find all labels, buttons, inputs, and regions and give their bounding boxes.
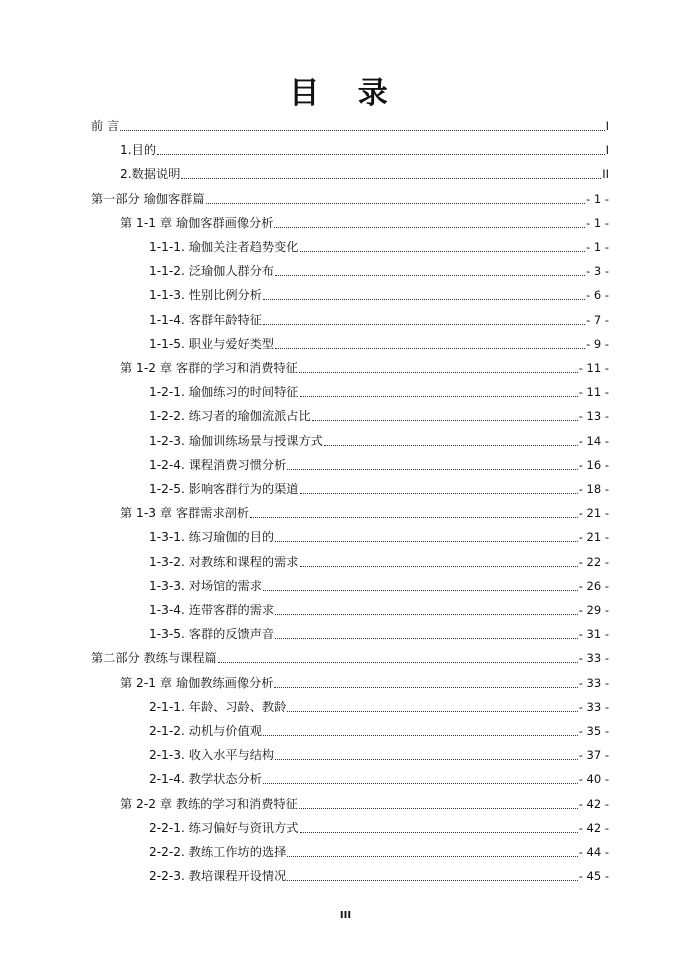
dot-leader <box>275 348 585 349</box>
toc-entry[interactable] <box>0 114 691 134</box>
dot-leader <box>275 541 578 542</box>
toc-entry[interactable] <box>0 525 691 545</box>
toc-entry[interactable] <box>0 574 691 594</box>
dot-leader <box>300 493 578 494</box>
toc-entry-page: - 42 - <box>578 796 609 811</box>
toc-entry-page: - 22 - <box>578 554 609 569</box>
toc-entry-label: 第一部分 瑜伽客群篇 <box>91 191 205 206</box>
toc-entry-page: - 13 - <box>578 409 609 424</box>
toc-entry[interactable] <box>0 380 691 400</box>
toc-entry-page: I <box>605 143 609 158</box>
dot-leader <box>263 324 585 325</box>
toc-entry-page: - 33 - <box>578 699 609 714</box>
toc-entry[interactable] <box>0 501 691 521</box>
toc-entry[interactable] <box>0 429 691 449</box>
toc-entry-label: 2-1-2. 动机与价值观 <box>149 724 262 738</box>
dot-leader <box>274 687 577 688</box>
dot-leader <box>274 227 585 228</box>
toc-entry[interactable] <box>0 162 691 182</box>
toc-entry-page: - 44 - <box>578 845 609 859</box>
toc-entry-page: - 29 - <box>578 603 609 617</box>
toc-entry[interactable] <box>0 477 691 497</box>
toc-entry-page: - 31 - <box>578 627 609 642</box>
toc-entry-page: - 3 - <box>586 264 609 279</box>
dot-leader <box>300 396 578 397</box>
dot-leader <box>299 808 578 809</box>
toc-entry-label: 1-3-3. 对场馆的需求 <box>149 578 262 593</box>
toc-entry[interactable] <box>0 864 691 884</box>
toc-entry-label: 2-2-2. 教练工作坊的选择 <box>149 845 287 859</box>
toc-entry-page: - 37 - <box>578 748 609 763</box>
toc-entry-page: - 6 - <box>586 288 609 303</box>
toc-entry[interactable] <box>0 695 691 715</box>
dot-leader <box>287 856 577 857</box>
toc-entry-label: 2.数据说明 <box>120 167 181 182</box>
toc-entry-page: - 7 - <box>586 312 609 327</box>
toc-entry-label: 1-1-3. 性别比例分析 <box>149 288 262 303</box>
toc-entry[interactable] <box>0 308 691 328</box>
toc-entry-label: 1-2-4. 课程消费习惯分析 <box>149 457 287 472</box>
toc-entry-page: - 35 - <box>578 724 609 738</box>
toc-entry-label: 1-2-5. 影响客群行为的渠道 <box>149 482 299 496</box>
toc-entry-page: - 14 - <box>578 433 609 448</box>
toc-entry-page: - 18 - <box>578 482 609 496</box>
toc-entry-label: 1-3-1. 练习瑜伽的目的 <box>149 530 275 545</box>
dot-leader <box>312 420 578 421</box>
toc-entry-label: 1-1-1. 瑜伽关注者趋势变化 <box>149 240 299 254</box>
dot-leader <box>218 662 578 663</box>
toc-entry-label: 1-1-4. 客群年龄特征 <box>149 312 262 327</box>
dot-leader <box>263 735 578 736</box>
toc-entry-label: 1-3-5. 客群的反馈声音 <box>149 627 275 642</box>
dot-leader <box>287 711 577 712</box>
toc-entry-page: - 33 - <box>578 675 609 690</box>
dot-leader <box>275 759 578 760</box>
toc-entry-page: - 9 - <box>586 336 609 351</box>
toc-entry-label: 1-2-2. 练习者的瑜伽流派占比 <box>149 409 311 424</box>
toc-entry-page: - 21 - <box>578 506 609 521</box>
dot-leader <box>300 566 578 567</box>
toc-entry-label: 2-2-3. 教培课程开设情况 <box>149 869 287 884</box>
page-title: 目 录 <box>289 76 402 111</box>
toc-entry[interactable] <box>0 646 691 666</box>
toc-entry-label: 1-2-3. 瑜伽训练场景与授课方式 <box>149 433 323 448</box>
toc-entry-label: 2-1-1. 年龄、习龄、教龄 <box>149 699 287 714</box>
toc-entry-page: - 33 - <box>578 651 609 666</box>
dot-leader <box>181 178 601 179</box>
dot-leader <box>299 372 578 373</box>
toc-entry-page: - 45 - <box>578 869 609 884</box>
toc-entry-label: 2-1-4. 教学状态分析 <box>149 772 262 787</box>
toc-entry-label: 2-2-1. 练习偏好与资讯方式 <box>149 820 299 835</box>
toc-entry[interactable] <box>0 332 691 352</box>
toc-entry[interactable] <box>0 767 691 787</box>
dot-leader <box>300 832 578 833</box>
toc-entry-label: 第 2-1 章 瑜伽教练画像分析 <box>120 675 274 690</box>
dot-leader <box>157 154 605 155</box>
toc-entry[interactable] <box>0 816 691 836</box>
toc-entry-page: - 42 - <box>578 820 609 835</box>
dot-leader <box>287 880 577 881</box>
dot-leader <box>324 445 578 446</box>
toc-entry-label: 前 言 <box>91 119 120 133</box>
toc-entry[interactable] <box>0 138 691 158</box>
toc-entry[interactable] <box>0 235 691 255</box>
toc-entry[interactable] <box>0 792 691 812</box>
toc-entry-page: - 26 - <box>578 578 609 593</box>
toc-entry-label: 1-1-2. 泛瑜伽人群分布 <box>149 264 275 279</box>
toc-entry-page: - 40 - <box>578 772 609 787</box>
toc-entry[interactable] <box>0 743 691 763</box>
toc-entry-page: - 16 - <box>578 457 609 472</box>
toc-entry[interactable] <box>0 211 691 231</box>
dot-leader <box>206 203 586 204</box>
dot-leader <box>263 299 585 300</box>
toc-entry[interactable] <box>0 404 691 424</box>
toc-entry[interactable] <box>0 671 691 691</box>
toc-entry-label: 1-3-4. 连带客群的需求 <box>149 603 275 617</box>
toc-entry-label: 第 1-1 章 瑜伽客群画像分析 <box>120 215 274 230</box>
dot-leader <box>287 469 577 470</box>
toc-entry-page: - 1 - <box>586 215 609 230</box>
dot-leader <box>120 130 604 131</box>
dot-leader <box>263 783 578 784</box>
toc-entry-page: - 11 - <box>578 385 609 400</box>
toc-entry-page: - 1 - <box>586 191 609 206</box>
dot-leader <box>263 590 578 591</box>
toc-entry-label: 第 2-2 章 教练的学习和消费特征 <box>120 796 298 811</box>
toc-entry-page: - 21 - <box>578 530 609 545</box>
toc-entry[interactable] <box>0 550 691 570</box>
toc-entry-label: 1.目的 <box>120 143 157 158</box>
toc-entry-label: 第二部分 教练与课程篇 <box>91 651 217 666</box>
toc-entry-page: I <box>605 119 609 133</box>
toc-entry-page: - 1 - <box>586 240 609 254</box>
toc-entry-label: 第 1-2 章 客群的学习和消费特征 <box>120 361 298 375</box>
toc-entry-label: 第 1-3 章 客群需求剖析 <box>120 506 250 521</box>
toc-entry[interactable] <box>0 598 691 618</box>
dot-leader <box>300 251 586 252</box>
toc-entry[interactable] <box>0 719 691 739</box>
toc-entry[interactable] <box>0 622 691 642</box>
toc-entry[interactable] <box>0 259 691 279</box>
toc-entry[interactable] <box>0 187 691 207</box>
dot-leader <box>275 275 585 276</box>
toc-entry-label: 2-1-3. 收入水平与结构 <box>149 748 275 763</box>
dot-leader <box>250 517 578 518</box>
toc-entry[interactable] <box>0 453 691 473</box>
dot-leader <box>275 614 578 615</box>
toc-entry[interactable] <box>0 283 691 303</box>
toc-entry[interactable] <box>0 840 691 860</box>
dot-leader <box>275 638 578 639</box>
toc-entry[interactable] <box>0 356 691 376</box>
page-number: III <box>339 910 352 921</box>
toc-entry-page: II <box>602 167 609 182</box>
toc-entry-page: - 11 - <box>578 361 609 375</box>
toc-entry-label: 1-2-1. 瑜伽练习的时间特征 <box>149 385 299 400</box>
toc-entry-label: 1-3-2. 对教练和课程的需求 <box>149 554 299 569</box>
toc-entry-label: 1-1-5. 职业与爱好类型 <box>149 336 275 351</box>
